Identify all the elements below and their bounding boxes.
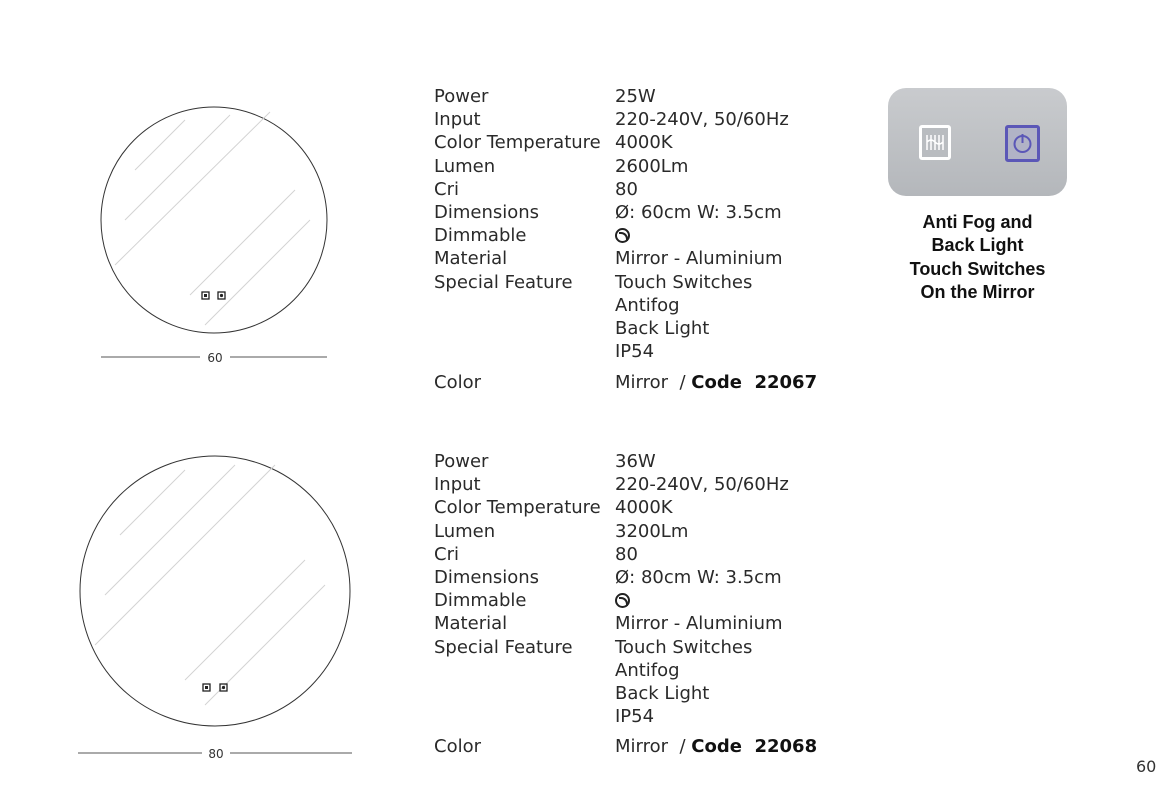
anti-fog-icon (919, 125, 951, 160)
spec-value: 4000K (615, 132, 673, 154)
spec-label: Material (434, 248, 508, 270)
spec-value: Mirror - Aluminium (615, 613, 783, 635)
spec-value: 2600Lm (615, 155, 689, 177)
spec-value: Touch Switches (615, 271, 753, 293)
spec-row-material (434, 247, 789, 270)
spec-row-lumen (434, 155, 789, 178)
feature-caption (888, 211, 1067, 304)
caption-line: Touch Switches (909, 258, 1046, 279)
spec-row-dimmable (434, 224, 789, 247)
spec-value: Ø: 60cm W: 3.5cm (615, 202, 782, 224)
dimension-label: 60 (207, 351, 223, 365)
spec-value: Ø: 80cm W: 3.5cm (615, 567, 782, 589)
spec-label: Input (434, 109, 481, 131)
mirror-drawing-60 (95, 100, 335, 370)
spec-label: Input (434, 474, 481, 496)
spec-row-dimensions (434, 566, 789, 589)
spec-label: Special Feature (434, 636, 573, 658)
dimension-label: 80 (208, 747, 224, 761)
spec-value: Antifog (615, 294, 680, 316)
color-label: Color (434, 372, 481, 393)
spec-value: 80 (615, 543, 638, 565)
spec-label: Material (434, 613, 508, 635)
spec-label: Dimmable (434, 590, 527, 612)
spec-value: 220-240V, 50/60Hz (615, 109, 789, 131)
spec-row-cri (434, 178, 789, 201)
caption-line: Back Light (931, 235, 1024, 256)
spec-row-input (434, 108, 789, 131)
color-value: Mirror / (615, 372, 686, 393)
spec-value: 3200Lm (615, 520, 689, 542)
reflection-lines (95, 465, 325, 705)
spec-row-dimmable (434, 589, 789, 612)
dimmable-icon (615, 593, 630, 608)
color-row-22068 (434, 736, 817, 757)
spec-table-22068 (434, 450, 789, 728)
spec-label: Cri (434, 178, 459, 200)
spec-row-lumen (434, 520, 789, 543)
spec-row-color-temperature (434, 496, 789, 519)
spec-label: Dimmable (434, 225, 527, 247)
spec-value: 80 (615, 178, 638, 200)
dimmable-icon (615, 228, 630, 243)
mirror-outline (101, 107, 327, 333)
touch-switch-icons (202, 292, 225, 299)
color-value: Mirror / (615, 736, 686, 757)
spec-value: IP54 (615, 341, 655, 363)
spec-row-special-feature (434, 271, 789, 364)
color-label: Color (434, 736, 481, 757)
spec-value: Back Light (615, 683, 710, 704)
product-code: Code 22068 (691, 736, 818, 757)
product-code: Code 22067 (691, 372, 818, 393)
spec-value: Touch Switches (615, 636, 753, 658)
spec-label: Dimensions (434, 202, 540, 224)
power-icon (1005, 125, 1040, 162)
color-row-22067 (434, 372, 817, 393)
spec-value: 25W (615, 86, 656, 107)
spec-value: 4000K (615, 497, 673, 519)
spec-label: Lumen (434, 155, 496, 177)
spec-value: Back Light (615, 318, 710, 339)
spec-row-special-feature (434, 636, 789, 729)
caption-line: On the Mirror (920, 281, 1035, 302)
spec-table-22067 (434, 85, 789, 363)
spec-value: Antifog (615, 659, 680, 681)
spec-label: Power (434, 451, 489, 472)
spec-label: Dimensions (434, 567, 540, 589)
spec-value: Mirror - Aluminium (615, 248, 783, 270)
touch-switch-panel (888, 88, 1067, 196)
spec-value: IP54 (615, 706, 655, 728)
spec-value: 220-240V, 50/60Hz (615, 474, 789, 496)
spec-row-power (434, 450, 789, 473)
spec-row-dimensions (434, 201, 789, 224)
spec-row-input (434, 473, 789, 496)
mirror-outline (80, 456, 350, 726)
page-number: 60 (1136, 757, 1156, 776)
spec-row-cri (434, 543, 789, 566)
spec-label: Lumen (434, 520, 496, 542)
spec-label: Power (434, 86, 489, 107)
spec-label: Color Temperature (434, 497, 601, 519)
spec-label: Special Feature (434, 271, 573, 293)
spec-row-power (434, 85, 789, 108)
reflection-lines (115, 112, 310, 325)
caption-line: Anti Fog and (922, 212, 1033, 232)
spec-value: 36W (615, 451, 656, 472)
spec-label: Cri (434, 543, 459, 565)
spec-row-material (434, 612, 789, 635)
spec-label: Color Temperature (434, 132, 601, 154)
touch-switch-icons (203, 684, 227, 691)
spec-row-color-temperature (434, 131, 789, 154)
mirror-drawing-80 (75, 455, 360, 765)
